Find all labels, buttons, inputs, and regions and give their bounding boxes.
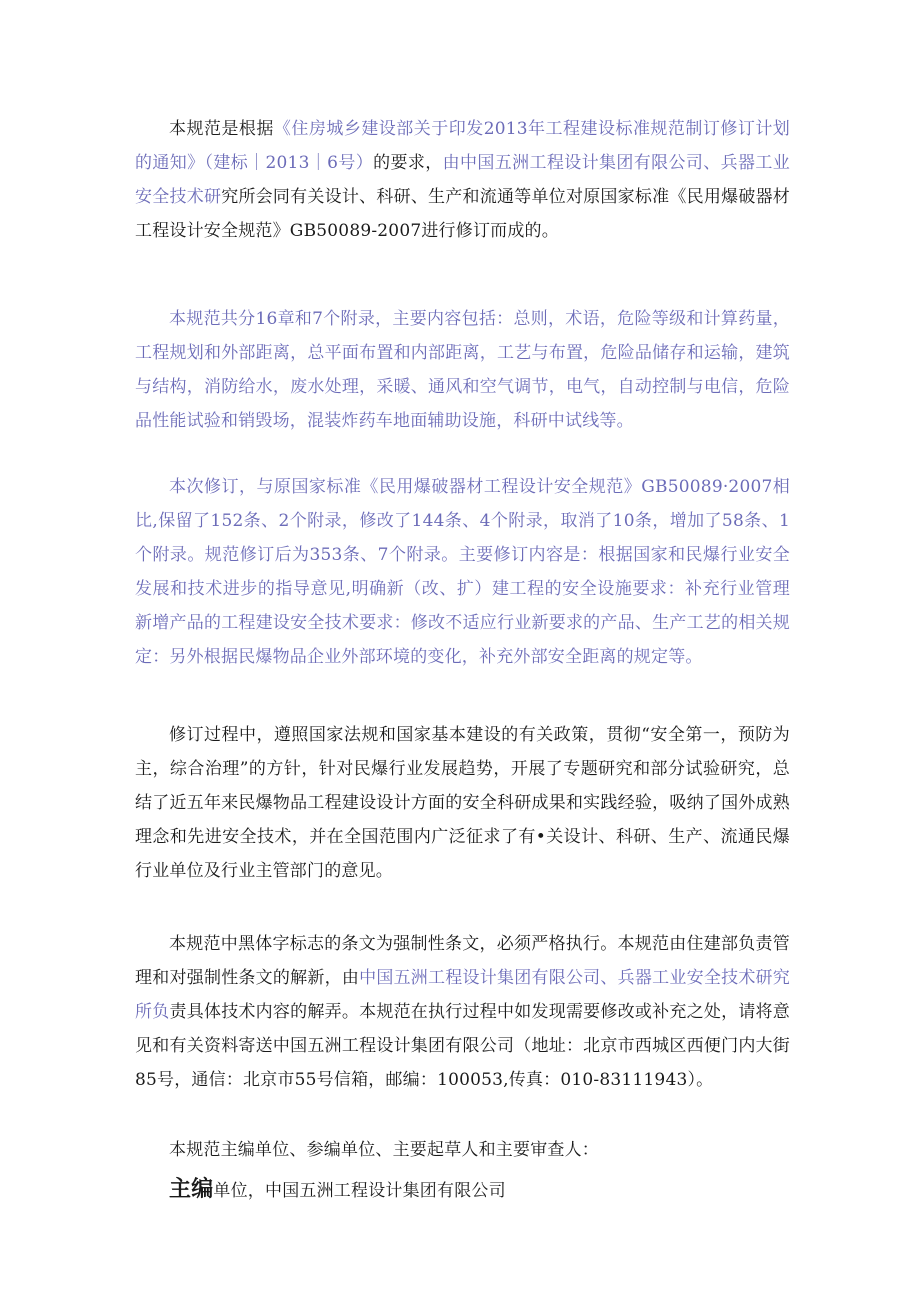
text-segment: 本规范共分16章和7个附录，主要内容包括：总则，术语，危险等级和计算药量，工程规划和外部距离，总平面布置和内部距离，工艺与布置，危险品储存和运输，建筑与结构，消防给水，废水处理，采暖、通风和空气调节，电气，自动控制与电信，危险品性能试验和销毁场，混装炸药车地面辅助设施，科研中试线等。 (135, 309, 790, 431)
paragraph-chief-editor-unit (135, 1172, 790, 1208)
paragraph-revision-basis (135, 112, 790, 248)
text-segment: 本次修订，与原国家标准《民用爆破器材工程设计安全规范》GB50089·2007相比,保留了152条、2个附录，修改了144条、4个附录，取消了10条，增加了58条、1个附录。规范修订后为353条、7个附录。主要修订内容是：根据国家和民爆行业安全发展和技术进步的指导意见,明确新（改、扩）建工程的安全设施要求：补充行业管理新增产品的工程建设安全技术要求：修改不适应行业新要求的产品、生产工艺的相关规定：另外根据民爆物品企业外部环境的变化，补充外部安全距离的规定等。 (135, 477, 790, 667)
text-segment: 修订过程中，遵照国家法规和国家基本建设的有关政策，贯彻“安全第一，预防为主，综合治理”的方针，针对民爆行业发展趋势，开展了专题研究和部分试验研究，总结了近五年来民爆物品工程建设设计方面的安全科研成果和实践经验，吸纳了国外成熟理念和先进安全技术，并在全国范围内广泛征求了有•关设计、科研、生产、流通民爆行业单位及行业主管部门的意见。 (135, 725, 790, 881)
text-segment-large: 主编 (169, 1176, 214, 1202)
text-segment: 本规范中黑体字标志的条文为强制性条文，必须严格执行。本规范由住建部负责管理和对强制性条文的解新，由 (135, 934, 790, 988)
text-segment: 由中国五洲工程设计集团有限公司、兵器工业安全技术研 (135, 153, 790, 207)
paragraph-mandatory-provisions (135, 927, 790, 1097)
text-segment: 的要求， (373, 153, 443, 173)
paragraph-contents (135, 302, 790, 438)
paragraph-revision-summary (135, 470, 790, 674)
text-segment: 责具体技术内容的解弄。本规范在执行过程中如发现需要修改或补充之处，请将意见和有关资料寄送中国五洲工程设计集团有限公司（地址：北京市西城区西便门内大街85号，通信：北京市55号信箱，邮编：100053,传真：010-83111943）。 (135, 1002, 790, 1090)
paragraph-revision-process (135, 718, 790, 888)
text-segment: 本规范是根据 (169, 119, 274, 139)
paragraph-units-intro (135, 1133, 790, 1167)
text-segment: 中国五洲工程设计集团有限公司、兵器工业安全技术研究所负 (135, 968, 790, 1022)
text-segment: 单位，中国五洲工程设计集团有限公司 (213, 1181, 506, 1201)
text-segment: 《住房城乡建设部关于印发2013年工程建设标准规范制订修订计划的通知》（建标｜2013｜6号） (135, 119, 791, 173)
text-segment: 究所会同有关设计、科研、生产和流通等单位对原国家标准《民用爆破器材工程设计安全规范》GB50089-2007进行修订而成的。 (135, 187, 791, 241)
text-segment: 本规范主编单位、参编单位、主要起草人和主要审查人： (169, 1140, 599, 1160)
